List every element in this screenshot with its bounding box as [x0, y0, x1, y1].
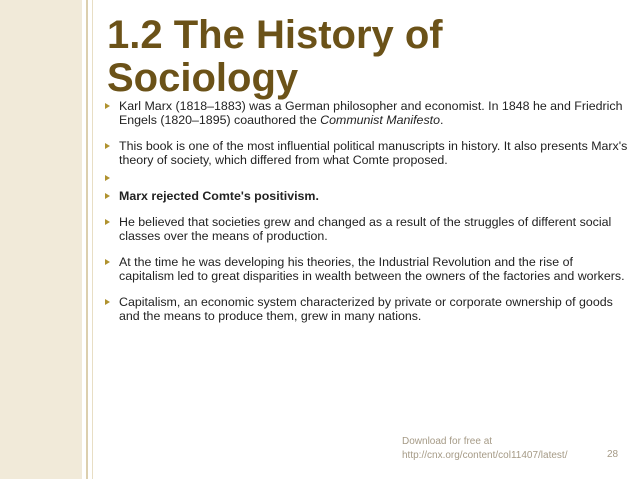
bullet-arrow-icon	[105, 175, 110, 181]
bullet-arrow-icon	[105, 103, 110, 109]
left-decorative-bar	[0, 0, 82, 479]
footer-source	[402, 435, 567, 463]
bullet-arrow-icon	[105, 259, 110, 265]
page-number: 28	[607, 449, 619, 460]
bullet-item: Marx rejected Comte's positivism.	[103, 189, 631, 203]
slide-title	[107, 14, 467, 100]
left-divider-line-thin	[92, 0, 93, 479]
slide-title-line1: 1.2 The History of	[107, 13, 443, 57]
footer-line1: Download for free at	[402, 436, 493, 447]
bullet-arrow-icon	[105, 299, 110, 305]
bullet-arrow-icon	[105, 193, 110, 199]
bullet-item: He believed that societies grew and changed as a result of the struggles of different social classes over the means of production.	[103, 215, 631, 243]
bullet-arrow-icon	[105, 219, 110, 225]
bullet-item: Karl Marx (1818–1883) was a German philosopher and economist. In 1848 he and Friedrich Engels (1820–1895) coauthored the Communist Manifesto.	[103, 99, 631, 127]
bullet-arrow-icon	[105, 143, 110, 149]
bullet-item: This book is one of the most influential political manuscripts in history. It also presents Marx's theory of society, which differed from what Comte proposed.	[103, 139, 631, 167]
slide-title-line2: Sociology	[107, 56, 299, 100]
footer-link[interactable]: http://cnx.org/content/col11407/latest/	[402, 450, 568, 461]
bullet-list	[103, 99, 631, 335]
bullet-item: Capitalism, an economic system characterized by private or corporate ownership of goods and the means to produce them, grew in many nations.	[103, 295, 631, 323]
left-divider-line	[86, 0, 88, 479]
bullet-item: At the time he was developing his theories, the Industrial Revolution and the rise of capitalism led to great disparities in wealth between the owners of the factories and workers.	[103, 255, 631, 283]
bullet-item-empty	[103, 171, 631, 185]
